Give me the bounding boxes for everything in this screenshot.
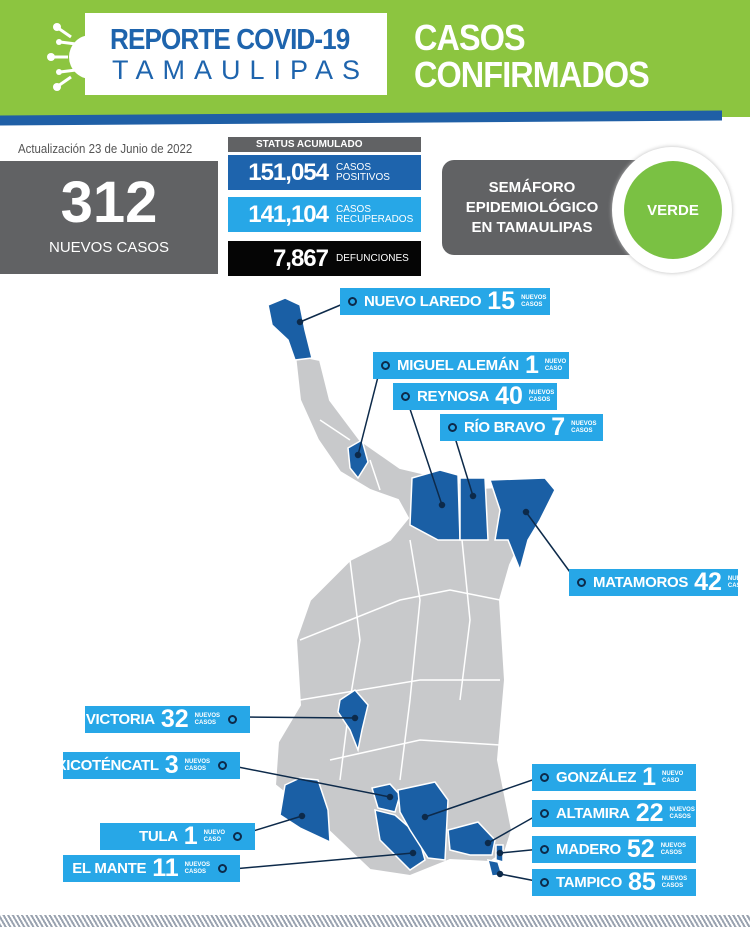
pointer-dot-icon bbox=[381, 361, 390, 370]
cases-suffix: CASOS bbox=[571, 427, 593, 434]
municipality-name: ALTAMIRA bbox=[556, 805, 630, 822]
pointer-dot-icon bbox=[540, 878, 549, 887]
logo-title: REPORTE COVID-19 bbox=[110, 24, 350, 56]
municipality-label bbox=[532, 800, 696, 827]
municipality-name: REYNOSA bbox=[417, 388, 490, 405]
pointer-dot-icon bbox=[218, 864, 227, 873]
municipality-name: TULA bbox=[138, 828, 178, 845]
municipality-cases: 1 bbox=[183, 822, 198, 850]
municipality-cases: 1 bbox=[642, 763, 656, 791]
municipality-cases: 32 bbox=[160, 705, 189, 733]
municipality-cases: 40 bbox=[495, 382, 523, 410]
cases-suffix: NUEVOS bbox=[660, 842, 687, 849]
page-title-line2: CONFIRMADOS bbox=[414, 54, 649, 95]
new-cases-label: NUEVOS CASOS bbox=[48, 239, 170, 256]
municipality-reynosa bbox=[410, 470, 460, 540]
municipality-rio-bravo bbox=[460, 478, 488, 540]
cases-suffix: NUEVOS bbox=[571, 420, 597, 427]
municipality-nuevo-laredo bbox=[268, 298, 312, 360]
municipality-label bbox=[440, 414, 603, 441]
cases-suffix: NUEVOS bbox=[521, 294, 547, 301]
pointer-dot-icon bbox=[228, 715, 237, 724]
municipality-label bbox=[569, 568, 753, 596]
pointer-dot-icon bbox=[218, 761, 227, 770]
pointer-dot-icon bbox=[540, 845, 549, 854]
municipality-name: VICTORIA bbox=[85, 711, 155, 728]
pointer-dot-icon bbox=[348, 297, 357, 306]
pointer-dot-icon bbox=[448, 423, 457, 432]
municipality-label bbox=[532, 836, 696, 863]
semaforo-line2: EPIDEMIOLÓGICO bbox=[465, 199, 599, 216]
cases-suffix: CASOS bbox=[528, 396, 551, 403]
municipality-cases: 85 bbox=[627, 868, 656, 896]
stat-label: DEFUNCIONES bbox=[336, 252, 409, 264]
cases-suffix: NUEVO bbox=[203, 829, 225, 836]
municipality-label bbox=[340, 288, 550, 315]
municipality-name: MADERO bbox=[556, 841, 621, 858]
stat-label: RECUPERADOS bbox=[336, 213, 414, 225]
pointer-dot-icon bbox=[233, 832, 242, 841]
cases-suffix: NUEVO bbox=[544, 358, 567, 365]
cases-suffix: CASO bbox=[662, 777, 680, 784]
cases-suffix: CASOS bbox=[660, 849, 683, 856]
municipality-cases: 11 bbox=[152, 854, 179, 882]
stat-value: 141,104 bbox=[248, 200, 328, 228]
update-date: Actualización 23 de Junio de 2022 bbox=[18, 141, 193, 156]
cases-suffix: CASOS bbox=[184, 868, 206, 875]
municipality-label bbox=[532, 764, 696, 791]
cases-suffix: CASO bbox=[544, 365, 563, 372]
pointer-dot-icon bbox=[577, 578, 586, 587]
semaforo-status: VERDE bbox=[624, 161, 722, 259]
stat-label: CASOS bbox=[336, 203, 372, 215]
semaforo-line1: SEMÁFORO bbox=[488, 179, 576, 196]
stat-value: 7,867 bbox=[272, 244, 328, 272]
cases-suffix: NUEVOS bbox=[194, 712, 220, 719]
municipality-name: NUEVO LAREDO bbox=[364, 293, 482, 310]
municipality-cases: 7 bbox=[551, 413, 566, 441]
municipality-cases: 1 bbox=[524, 351, 539, 379]
municipality-label bbox=[532, 869, 696, 896]
municipality-label bbox=[100, 823, 255, 850]
semaforo-line3: EN TAMAULIPAS bbox=[471, 219, 593, 236]
cases-suffix: NUEVOS bbox=[661, 875, 688, 882]
cases-suffix: CASOS bbox=[184, 765, 206, 772]
municipality-label bbox=[373, 352, 569, 379]
cases-suffix: CASOS bbox=[521, 301, 543, 308]
municipality-label bbox=[85, 706, 250, 733]
cases-suffix: NUEVOS bbox=[184, 758, 210, 765]
status-header: STATUS ACUMULADO bbox=[228, 137, 421, 152]
cases-suffix: CASO bbox=[203, 836, 221, 843]
municipality-name: XICOTÉNCATL bbox=[56, 757, 159, 774]
new-cases-value: 312 bbox=[60, 170, 158, 235]
cases-suffix: NUEVOS bbox=[528, 389, 555, 396]
municipality-label bbox=[56, 751, 240, 779]
logo-subtitle: TAMAULIPAS bbox=[112, 55, 370, 85]
municipality-name: EL MANTE bbox=[72, 860, 147, 877]
cases-suffix: NUEVOS bbox=[669, 806, 695, 813]
pointer-dot-icon bbox=[401, 392, 410, 401]
cases-suffix: CASOS bbox=[669, 813, 691, 820]
municipality-cases: 42 bbox=[694, 568, 722, 596]
cases-suffix: CASOS bbox=[661, 882, 684, 889]
municipality-cases: 3 bbox=[164, 751, 179, 779]
municipality-name: TAMPICO bbox=[556, 874, 622, 891]
municipality-label bbox=[393, 383, 557, 410]
pointer-dot-icon bbox=[540, 773, 549, 782]
cases-suffix: NUEVO bbox=[662, 770, 684, 777]
municipality-name: MIGUEL ALEMÁN bbox=[397, 357, 519, 374]
pointer-dot-icon bbox=[540, 809, 549, 818]
cases-suffix: NUEVOS bbox=[727, 575, 753, 582]
stat-value: 151,054 bbox=[248, 158, 328, 186]
stat-label: POSITIVOS bbox=[336, 171, 390, 183]
municipality-name: RÍO BRAVO bbox=[464, 419, 546, 436]
stat-label: CASOS bbox=[336, 161, 372, 173]
cases-suffix: NUEVOS bbox=[184, 861, 210, 868]
municipality-cases: 15 bbox=[487, 287, 516, 315]
municipality-cases: 22 bbox=[635, 799, 664, 827]
municipality-name: MATAMOROS bbox=[593, 574, 689, 591]
cases-suffix: CASOS bbox=[194, 719, 216, 726]
page-title-line1: CASOS bbox=[414, 17, 525, 58]
municipality-label bbox=[63, 855, 240, 882]
municipality-name: GONZÁLEZ bbox=[556, 769, 637, 786]
cases-suffix: CASOS bbox=[727, 582, 750, 589]
footer-stripes bbox=[0, 915, 750, 927]
municipality-cases: 52 bbox=[626, 835, 655, 863]
